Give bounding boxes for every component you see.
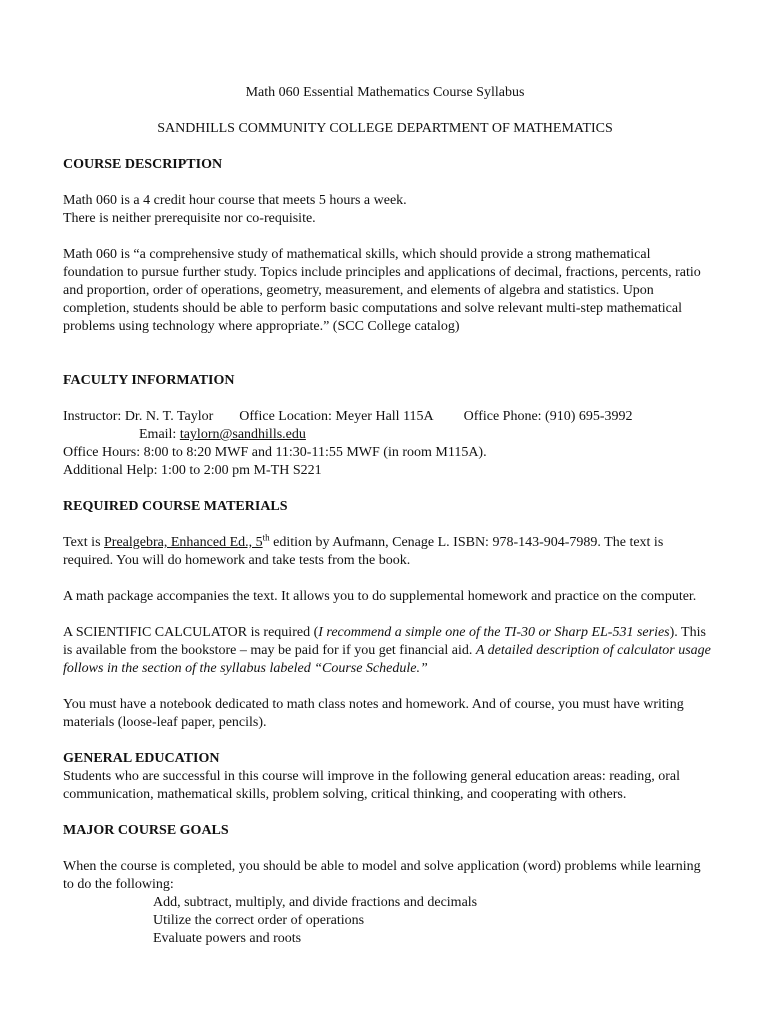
office-hours: Office Hours: 8:00 to 8:20 MWF and 11:30-11:55 MWF (in room M115A).: [63, 445, 487, 460]
math-package-paragraph: A math package accompanies the text. It allows you to do supplemental homework and practice on the computer.: [63, 589, 697, 604]
calculator-usage-note: A detailed description of calculator usage follows in the section of the syllabus labeled “Course Schedule.”: [63, 643, 711, 676]
textbook-paragraph: [63, 534, 713, 570]
prerequisite-text: There is neither prerequisite nor co-requisite.: [63, 211, 316, 226]
email-label: Email:: [139, 427, 180, 442]
credit-hours-text: Math 060 is a 4 credit hour course that meets 5 hours a week.: [63, 193, 407, 208]
email-link[interactable]: taylorn@sandhills.edu: [179, 427, 306, 442]
goals-intro: When the course is completed, you should be able to model and solve application (word) problems while learning to do the following:: [63, 859, 701, 892]
catalog-description: Math 060 is “a comprehensive study of mathematical skills, which should provide a strong mathematical foundation to pursue further study. Topics include principles and applications of decimal, fractions, percents, ratio and proportion, order of operations, geometry, measurement, and elements of algebra and statistics. Upon completion, students should be able to perform basic computations and solve relevant multi-step mathematical problems using technology where appropriate.” (SCC College catalog): [63, 247, 701, 334]
course-description-heading: COURSE DESCRIPTION: [63, 157, 223, 172]
edition-superscript: th: [262, 532, 270, 543]
goal-item: Utilize the correct order of operations: [153, 913, 365, 928]
general-education-heading: GENERAL EDUCATION: [63, 751, 220, 766]
general-education-text: Students who are successful in this course will improve in the following general education areas: reading, oral communication, mathematical skills, problem solving, critical thinking, and cooperating with others.: [63, 769, 680, 802]
office-location: Office Location: Meyer Hall 115A: [239, 409, 434, 424]
additional-help: Additional Help: 1:00 to 2:00 pm M-TH S221: [63, 463, 322, 478]
goal-item: Evaluate powers and roots: [153, 931, 302, 946]
major-course-goals-heading: MAJOR COURSE GOALS: [63, 823, 229, 838]
calculator-bookstore: ). This is available from the bookstore – may be paid for if you get financial aid.: [63, 625, 706, 658]
instructor-name: Instructor: Dr. N. T. Taylor: [63, 409, 214, 424]
instructor-row: [63, 408, 713, 426]
document-title: Math 060 Essential Mathematics Course Syllabus: [245, 85, 525, 100]
calculator-recommendation: I recommend a simple one of the TI-30 or Sharp EL-531 series: [318, 625, 670, 640]
textbook-title: Prealgebra, Enhanced Ed., 5: [104, 535, 263, 550]
syllabus-page: [63, 84, 713, 948]
goal-item: Add, subtract, multiply, and divide fractions and decimals: [153, 895, 478, 910]
office-phone: Office Phone: (910) 695-3992: [463, 409, 633, 424]
notebook-paragraph: You must have a notebook dedicated to math class notes and homework. And of course, you must have writing materials (loose-leaf paper, pencils).: [63, 697, 684, 730]
department-heading: SANDHILLS COMMUNITY COLLEGE DEPARTMENT OF MATHEMATICS: [157, 121, 613, 136]
textbook-details: edition by Aufmann, Cenage L. ISBN: 978-143-904-7989. The text is required. You will do homework and take tests from the book.: [63, 535, 664, 568]
required-materials-heading: REQUIRED COURSE MATERIALS: [63, 499, 288, 514]
text-prefix: Text is: [63, 535, 105, 550]
faculty-information-heading: FACULTY INFORMATION: [63, 373, 235, 388]
email-row: [63, 426, 713, 444]
calculator-paragraph: [63, 624, 713, 678]
calculator-prefix: A SCIENTIFIC CALCULATOR is required (: [63, 625, 319, 640]
